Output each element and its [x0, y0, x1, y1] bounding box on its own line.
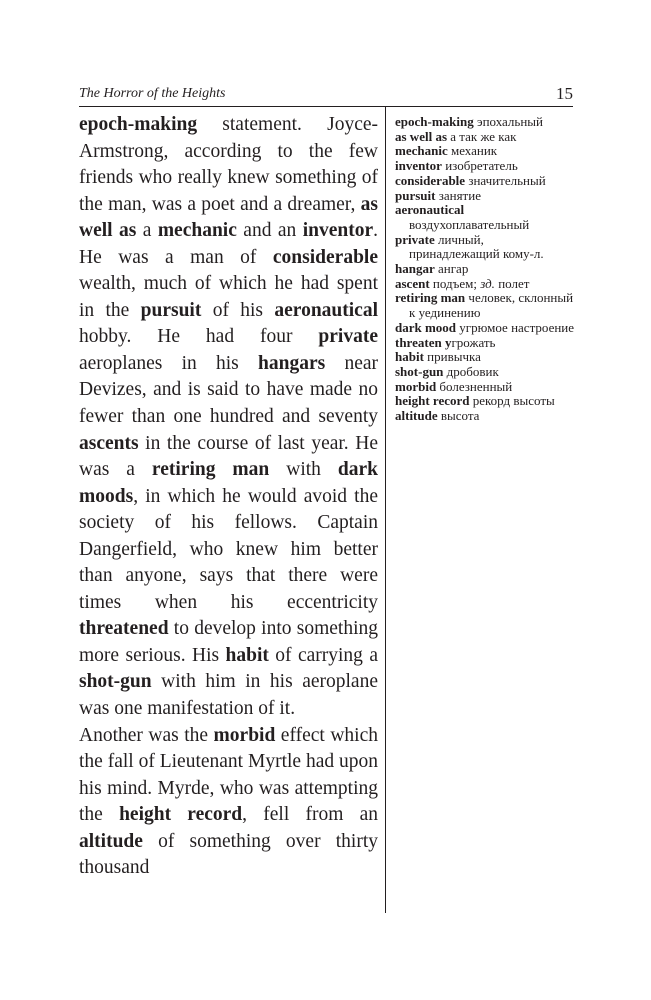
glossary-term: habit — [395, 349, 424, 365]
column-divider — [385, 107, 386, 913]
text-run: of carrying a — [268, 644, 378, 666]
text-run: , in which he would avoid the society of his fellows. Captain Dangerfield, who knew him better than anyone, says that there were times when his eccentricity — [79, 485, 378, 613]
glossed-term: considerable — [272, 246, 378, 268]
glossary-definition: человек, склонный к уединению — [409, 290, 574, 321]
running-header — [79, 86, 573, 106]
glossary-entry — [395, 321, 577, 336]
text-run: effect which the fall of Lieutenant Myrtle had upon his mind. Myrde, who was attempting the — [79, 724, 378, 826]
text-run: with — [269, 459, 338, 481]
glossary-entry — [395, 350, 577, 365]
main-text-column — [79, 112, 378, 882]
glossary-term: shot-gun — [395, 363, 444, 379]
glossary-term: retiring man — [395, 290, 466, 306]
paragraph — [79, 723, 378, 882]
glossary-definition: значительный — [465, 172, 546, 188]
text-run: , fell from an — [242, 804, 379, 826]
glossary-term: pursuit — [395, 187, 436, 203]
glossary-column — [395, 115, 577, 424]
text-run: . He was a man of — [79, 220, 378, 268]
glossary-term: morbid — [395, 378, 437, 394]
glossary-definition: полет — [494, 275, 530, 291]
glossary-entry — [395, 409, 577, 424]
glossary-term: hangar — [395, 261, 435, 277]
glossary-entry — [395, 130, 577, 145]
glossary-entry — [395, 394, 577, 409]
glossed-term: aeronautical — [274, 299, 378, 321]
paragraph — [79, 112, 378, 723]
glossary-entry — [395, 159, 577, 174]
text-run: a — [136, 220, 158, 242]
running-title: The Horror of the Heights — [79, 86, 226, 101]
glossed-term: inventor — [302, 220, 374, 242]
header-rule — [79, 106, 573, 107]
glossary-definition: механик — [447, 143, 498, 159]
glossary-entry — [395, 115, 577, 130]
glossary-term: altitude — [395, 408, 438, 424]
glossary-term: considerable — [395, 172, 466, 188]
text-run: and an — [236, 220, 303, 242]
glossed-term: shot-gun — [79, 671, 152, 693]
glossary-definition: высота — [437, 408, 480, 424]
glossary-definition: ангар — [434, 261, 469, 277]
page-number: 15 — [556, 84, 573, 103]
glossed-term: as well as — [79, 193, 378, 242]
text-run: wealth, much of which he had spent in the — [79, 273, 378, 321]
glossary-entry — [395, 174, 577, 189]
glossed-term: hangars — [258, 352, 326, 374]
text-run: near Devizes, and is said to have made no fewer than one hundred and seventy — [79, 352, 378, 428]
glossary-definition: угрюмое настроение — [456, 319, 575, 335]
glossary-term: dark mood — [395, 319, 457, 335]
glossary-term: mechanic — [395, 143, 448, 159]
glossary-entry — [395, 380, 577, 395]
glossary-definition: изобретатель — [441, 158, 518, 174]
text-run: statement. Joyce-Armstrong, according to the few friends who really knew something of the man, was a poet and a dreamer, — [79, 114, 378, 215]
glossary-term: aeronautical — [395, 202, 465, 218]
glossed-term: ascents — [79, 432, 139, 454]
glossed-term: dark moods — [79, 459, 378, 507]
glossary-definition: привычка — [423, 349, 481, 365]
glossary-definition: личный, принадлежащий кому-л. — [409, 231, 544, 262]
glossed-term: private — [318, 326, 378, 348]
glossed-term: retiring man — [151, 459, 270, 481]
text-run: of his — [201, 299, 275, 321]
text-run: Another was the — [79, 724, 214, 746]
glossary-note: зд. — [480, 275, 495, 291]
glossary-term: inventor — [395, 158, 442, 174]
text-run: to develop into something more serious. His — [79, 618, 378, 666]
text-run: with him in his aeroplane was one manifestation of it. — [79, 671, 378, 720]
glossary-definition: подъем; — [429, 275, 481, 291]
glossed-term: threatened — [79, 618, 169, 640]
text-run: in the course of last year. He was a — [79, 432, 378, 481]
glossed-term: habit — [225, 644, 269, 666]
glossary-term: private — [395, 231, 435, 247]
glossary-entry — [395, 336, 577, 351]
glossary-entry — [395, 233, 577, 262]
glossed-term: height record — [119, 804, 243, 826]
glossed-term: mechanic — [157, 220, 237, 242]
glossary-entry — [395, 144, 577, 159]
glossary-entry — [395, 189, 577, 204]
glossary-definition: воздухоплавательный — [409, 216, 530, 232]
glossary-definition: эпохальный — [473, 114, 543, 129]
glossary-entry — [395, 262, 577, 277]
glossary-definition: а так же как — [447, 128, 517, 144]
glossed-term: pursuit — [140, 299, 202, 321]
glossary-entry — [395, 291, 577, 320]
text-run: aeroplanes in his — [79, 352, 259, 374]
glossary-definition: болезненный — [436, 378, 513, 394]
glossary-definition: дробовик — [443, 363, 499, 379]
glossary-entry — [395, 277, 577, 292]
glossary-entry — [395, 365, 577, 380]
glossed-term: morbid — [213, 724, 276, 746]
glossed-term: epoch-making — [79, 114, 198, 135]
glossary-entry — [395, 203, 577, 232]
text-run: of something over thirty thousand — [79, 830, 378, 879]
glossary-term: threaten y — [395, 334, 452, 350]
glossary-term: height record — [395, 393, 470, 409]
glossary-definition: грожать — [451, 334, 496, 350]
glossary-definition: рекорд высоты — [469, 393, 555, 409]
glossary-term: epoch-making — [395, 114, 474, 129]
glossary-term: as well as — [395, 128, 447, 144]
glossary-definition: занятие — [435, 187, 481, 203]
glossary-term: ascent — [395, 275, 430, 291]
glossed-term: altitude — [79, 830, 143, 852]
text-run: hobby. He had four — [79, 326, 319, 348]
